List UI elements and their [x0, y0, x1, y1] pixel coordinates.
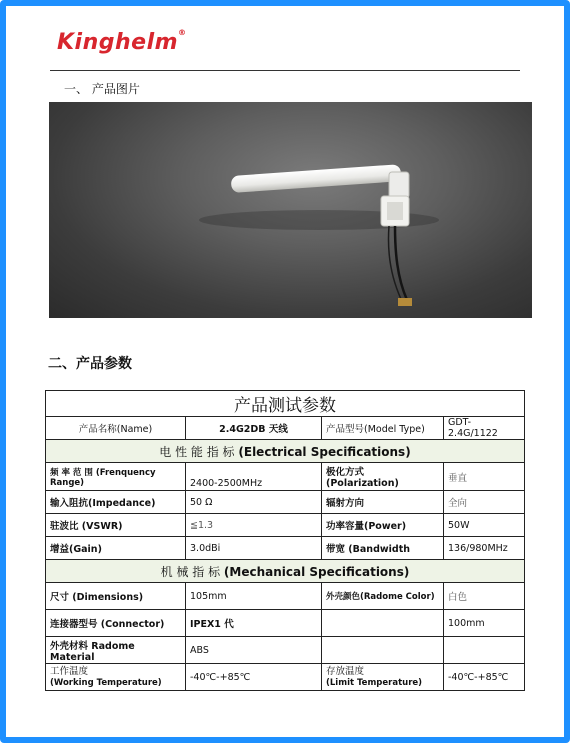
table-row	[46, 463, 525, 491]
row-value: IPEX1 代	[186, 610, 322, 637]
row-value: 50W	[444, 514, 525, 537]
row-label: 外壳颜色(Radome Color)	[322, 583, 444, 610]
table-title-row	[46, 391, 525, 417]
row-label	[322, 637, 444, 664]
row-label: 增益(Gain)	[46, 537, 186, 560]
row-label: 输入阻抗(Impedance)	[46, 491, 186, 514]
table-title: 产品测试参数	[46, 391, 525, 417]
table-row	[46, 637, 525, 664]
row-label-en: (Working Temperature)	[50, 677, 162, 688]
row-label: 带宽 (Bandwidth	[322, 537, 444, 560]
row-value	[444, 637, 525, 664]
row-label-cn: 存放温度	[326, 665, 365, 677]
antenna-product-photo	[49, 102, 532, 318]
mechanical-band-row	[46, 560, 525, 583]
table-row	[46, 514, 525, 537]
working-temperature-label	[46, 664, 186, 691]
table-row	[46, 491, 525, 514]
table-row	[46, 583, 525, 610]
row-label-en: (Limit Temperature)	[326, 677, 423, 688]
spec-table	[45, 390, 525, 691]
electrical-band-row	[46, 440, 525, 463]
row-value: 100mm	[444, 610, 525, 637]
row-value: 105mm	[186, 583, 322, 610]
model-value: GDT-2.4G/1122	[444, 417, 525, 440]
table-row	[46, 537, 525, 560]
row-value: 136/980MHz	[444, 537, 525, 560]
registered-mark: ®	[178, 28, 187, 37]
row-label: 连接器型号 (Connector)	[46, 610, 186, 637]
antenna-illustration	[49, 102, 532, 318]
row-value: 全向	[444, 491, 525, 514]
header-divider	[50, 70, 520, 71]
row-value: 白色	[444, 583, 525, 610]
electrical-band	[46, 440, 525, 463]
electrical-band-cn: 电 性 能 指 标	[159, 444, 235, 459]
row-label	[322, 610, 444, 637]
model-label: 产品型号(Model Type)	[322, 417, 444, 440]
row-label: 辐射方向	[322, 491, 444, 514]
table-row	[46, 664, 525, 691]
row-label: 频 率 范 围 (Frenquency Range)	[46, 463, 186, 491]
row-label: 驻波比 (VSWR)	[46, 514, 186, 537]
electrical-band-en: (Electrical Specifications)	[238, 444, 411, 459]
limit-temperature-label	[322, 664, 444, 691]
mechanical-band-en: (Mechanical Specifications)	[223, 564, 410, 579]
row-label-cn: 工作温度	[50, 665, 89, 677]
logo-text: Kinghelm	[57, 30, 179, 55]
row-value: ABS	[186, 637, 322, 664]
row-label: 外壳材料 Radome Material	[46, 637, 186, 664]
table-row	[46, 610, 525, 637]
row-label: 功率容量(Power)	[322, 514, 444, 537]
table-row	[46, 417, 525, 440]
mechanical-band	[46, 560, 525, 583]
section-product-images-title: 一、 产品图片	[64, 82, 140, 96]
row-value: 垂直	[444, 463, 525, 491]
row-label: 尺寸 (Dimensions)	[46, 583, 186, 610]
row-value: -40℃-+85℃	[444, 664, 525, 691]
row-value: 2400-2500MHz	[186, 463, 322, 491]
row-value: ≦1.3	[186, 514, 322, 537]
mechanical-band-cn: 机 械 指 标	[160, 564, 221, 579]
kinghelm-logo	[57, 30, 187, 55]
name-value: 2.4G2DB 天线	[186, 417, 322, 440]
row-label: 极化方式 (Polarization)	[322, 463, 444, 491]
section-product-parameters-title: 二、产品参数	[48, 356, 132, 372]
row-value: 50 Ω	[186, 491, 322, 514]
row-value: 3.0dBi	[186, 537, 322, 560]
row-value: -40℃-+85℃	[186, 664, 322, 691]
name-label: 产品名称(Name)	[46, 417, 186, 440]
